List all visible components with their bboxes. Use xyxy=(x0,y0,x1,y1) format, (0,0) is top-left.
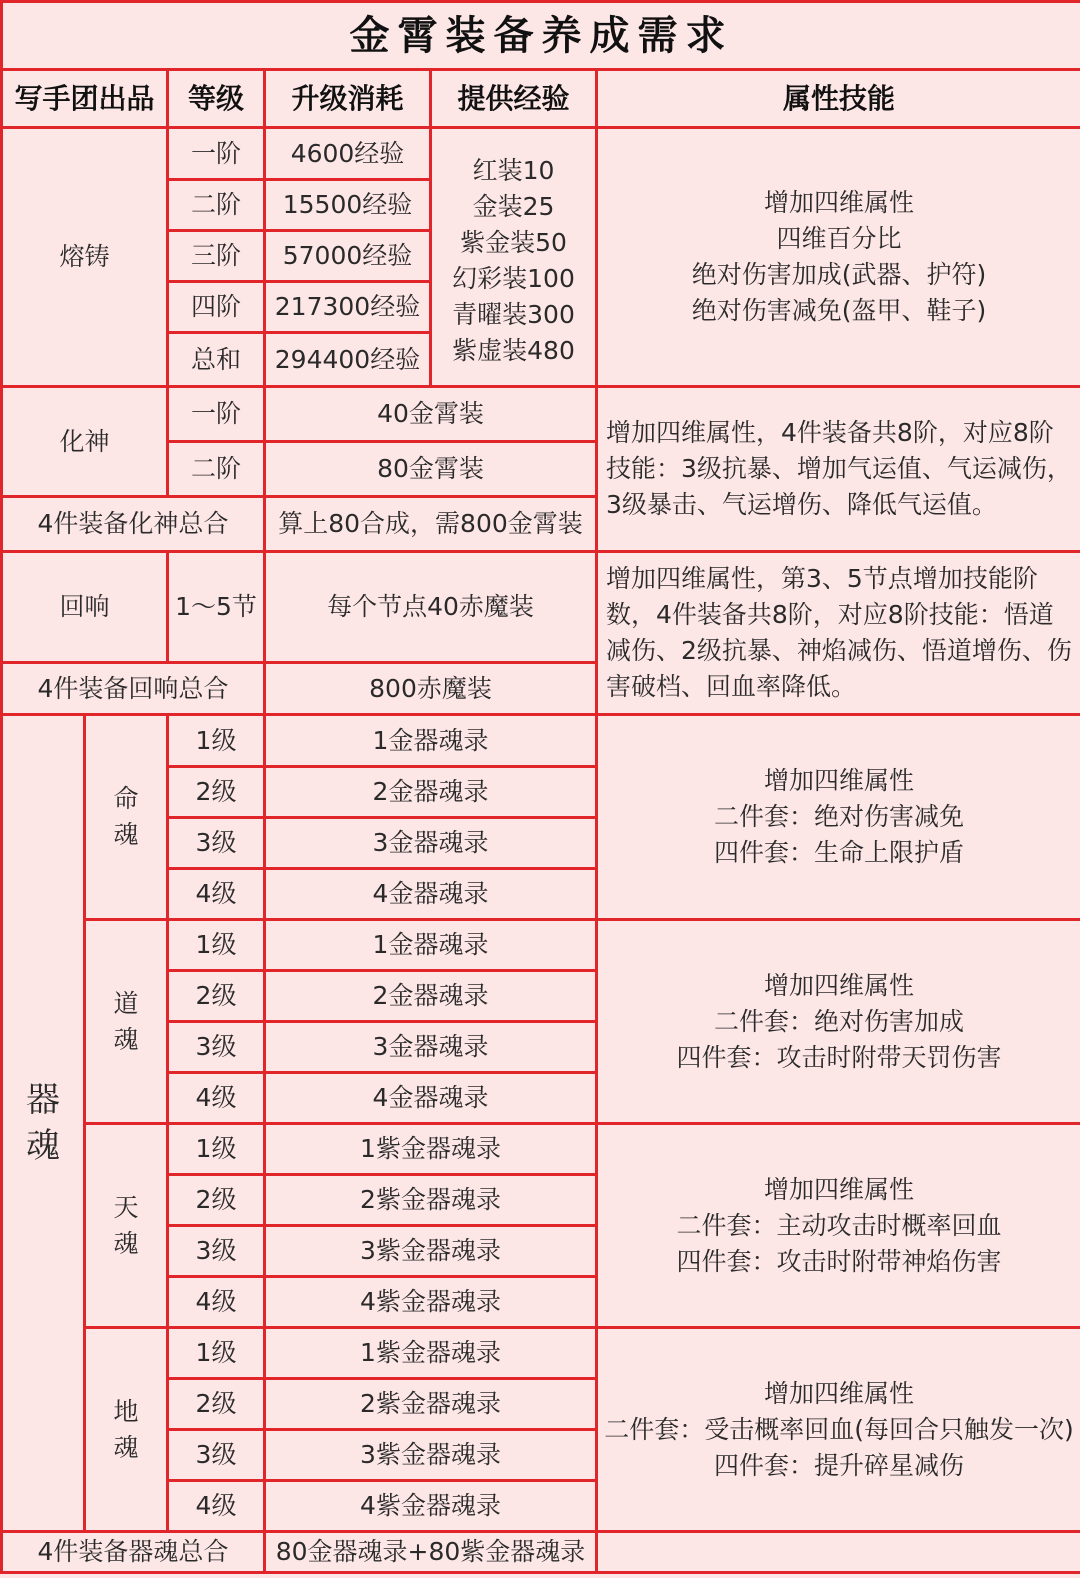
huixiang-label: 回响 xyxy=(2,552,168,663)
huashen-cost: 80金霄装 xyxy=(265,442,597,497)
page-title: 金霄装备养成需求 xyxy=(2,2,1080,70)
group-label-dihun xyxy=(85,1328,168,1532)
rongzhu-level: 一阶 xyxy=(168,128,265,180)
group-label-minghun xyxy=(85,715,168,920)
qihun-cost: 3紫金器魂录 xyxy=(265,1430,597,1481)
rongzhu-cost: 294400经验 xyxy=(265,333,431,387)
qihun-level: 1级 xyxy=(168,920,265,971)
qihun-level: 1级 xyxy=(168,715,265,767)
qihun-cost: 2金器魂录 xyxy=(265,767,597,818)
header-attr: 属性技能 xyxy=(597,70,1080,128)
qihun-level: 3级 xyxy=(168,1430,265,1481)
qihun-cost: 4紫金器魂录 xyxy=(265,1277,597,1328)
qihun-level: 1级 xyxy=(168,1124,265,1175)
huixiang-cost: 每个节点40赤魔装 xyxy=(265,552,597,663)
qihun-level: 3级 xyxy=(168,1022,265,1073)
rongzhu-exp: 红装10 金装25 紫金装50 幻彩装100 青曜装300 紫虚装480 xyxy=(431,128,597,387)
qihun-level: 4级 xyxy=(168,1481,265,1532)
qihun-cost: 1金器魂录 xyxy=(265,920,597,971)
rongzhu-cost: 217300经验 xyxy=(265,282,431,333)
header-cost: 升级消耗 xyxy=(265,70,431,128)
rongzhu-level: 四阶 xyxy=(168,282,265,333)
header-level: 等级 xyxy=(168,70,265,128)
rongzhu-cost: 57000经验 xyxy=(265,231,431,282)
huashen-total-value: 算上80合成，需800金霄装 xyxy=(265,497,597,552)
huashen-level: 二阶 xyxy=(168,442,265,497)
qihun-cost: 4紫金器魂录 xyxy=(265,1481,597,1532)
group-label-text: 地魂 xyxy=(113,1396,139,1462)
header-credit: 写手团出品 xyxy=(2,70,168,128)
qihun-cost: 1紫金器魂录 xyxy=(265,1328,597,1379)
huashen-cost: 40金霄装 xyxy=(265,387,597,442)
qihun-total-attr-empty xyxy=(597,1532,1080,1573)
group-attr-dihun: 增加四维属性 二件套：受击概率回血(每回合只触发一次) 四件套：提升碎星减伤 xyxy=(597,1328,1080,1532)
rongzhu-attr: 增加四维属性 四维百分比 绝对伤害加成(武器、护符) 绝对伤害减免(盔甲、鞋子) xyxy=(597,128,1080,387)
rongzhu-level: 二阶 xyxy=(168,180,265,231)
header-exp: 提供经验 xyxy=(431,70,597,128)
qihun-label-text: 器魂 xyxy=(25,1080,60,1166)
group-attr-tianhun: 增加四维属性 二件套：主动攻击时概率回血 四件套：攻击时附带神焰伤害 xyxy=(597,1124,1080,1328)
group-label-text: 命魂 xyxy=(113,784,139,849)
qihun-cost: 1紫金器魂录 xyxy=(265,1124,597,1175)
huashen-total-label: 4件装备化神总合 xyxy=(2,497,265,552)
group-label-text: 天魂 xyxy=(113,1192,139,1258)
qihun-cost: 3紫金器魂录 xyxy=(265,1226,597,1277)
rongzhu-label: 熔铸 xyxy=(2,128,168,387)
qihun-level: 2级 xyxy=(168,971,265,1022)
qihun-level: 3级 xyxy=(168,818,265,869)
huixiang-level: 1～5节 xyxy=(168,552,265,663)
qihun-cost: 2紫金器魂录 xyxy=(265,1175,597,1226)
qihun-level: 4级 xyxy=(168,1277,265,1328)
qihun-total-value: 80金器魂录+80紫金器魂录 xyxy=(265,1532,597,1573)
rongzhu-cost: 4600经验 xyxy=(265,128,431,180)
huixiang-attr: 增加四维属性，第3、5节点增加技能阶数，4件装备共8阶，对应8阶技能：悟道减伤、2级抗暴、神焰减伤、悟道增伤、伤害破档、回血率降低。 xyxy=(597,552,1080,715)
qihun-level: 2级 xyxy=(168,767,265,818)
qihun-total-label: 4件装备器魂总合 xyxy=(2,1532,265,1573)
qihun-cost: 3金器魂录 xyxy=(265,1022,597,1073)
qihun-level: 2级 xyxy=(168,1175,265,1226)
group-label-text: 道魂 xyxy=(113,988,139,1054)
huixiang-total-value: 800赤魔装 xyxy=(265,663,597,715)
qihun-cost: 1金器魂录 xyxy=(265,715,597,767)
qihun-level: 4级 xyxy=(168,869,265,920)
qihun-level: 1级 xyxy=(168,1328,265,1379)
rongzhu-level: 总和 xyxy=(168,333,265,387)
rongzhu-level: 三阶 xyxy=(168,231,265,282)
group-label-tianhun xyxy=(85,1124,168,1328)
qihun-cost: 2紫金器魂录 xyxy=(265,1379,597,1430)
qihun-level: 2级 xyxy=(168,1379,265,1430)
qihun-label xyxy=(2,715,85,1532)
qihun-cost: 2金器魂录 xyxy=(265,971,597,1022)
huashen-attr: 增加四维属性，4件装备共8阶，对应8阶技能：3级抗暴、增加气运值、气运减伤，3级暴击、气运增伤、降低气运值。 xyxy=(597,387,1080,552)
qihun-cost: 3金器魂录 xyxy=(265,818,597,869)
group-label-daohun xyxy=(85,920,168,1124)
qihun-cost: 4金器魂录 xyxy=(265,1073,597,1124)
qihun-cost: 4金器魂录 xyxy=(265,869,597,920)
huixiang-total-label: 4件装备回响总合 xyxy=(2,663,265,715)
huashen-level: 一阶 xyxy=(168,387,265,442)
group-attr-daohun: 增加四维属性 二件套：绝对伤害加成 四件套：攻击时附带天罚伤害 xyxy=(597,920,1080,1124)
qihun-level: 3级 xyxy=(168,1226,265,1277)
group-attr-minghun: 增加四维属性 二件套：绝对伤害减免 四件套：生命上限护盾 xyxy=(597,715,1080,920)
rongzhu-cost: 15500经验 xyxy=(265,180,431,231)
qihun-level: 4级 xyxy=(168,1073,265,1124)
huashen-label: 化神 xyxy=(2,387,168,497)
